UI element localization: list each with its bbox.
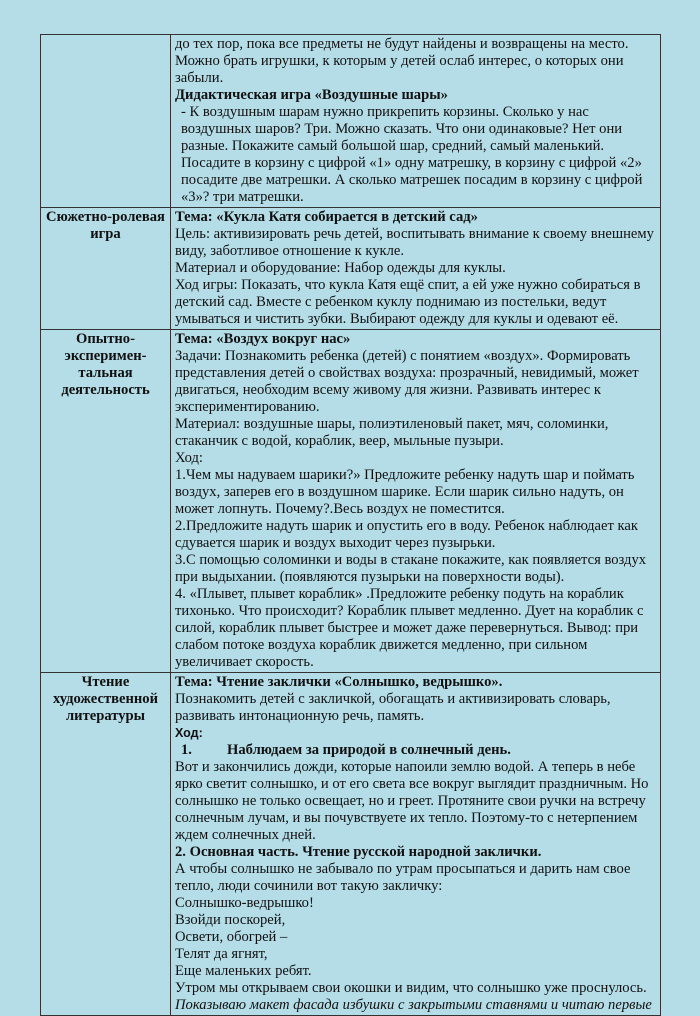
step-heading: 2. Основная часть. Чтение русской народной заклички. xyxy=(175,844,542,860)
game-body: - К воздушным шарам нужно прикрепить корзины. Сколько у нас воздушных шаров? Три. Можно сказать. Что они одинаковые? Нет они разные. Покажите самый большой шар, средний, самый маленький. Посадите в корзину с цифрой «1» одну матрешку, в корзину с цифрой «2» посадите две матрешки. А сколько матрешек посадим в корзину с цифрой «3»? три матрешки. xyxy=(181,104,643,205)
paragraph: Утром мы открываем свои окошки и видим, что солнышко уже проснулось. xyxy=(175,980,647,996)
row-label-empty xyxy=(41,35,171,208)
activity-plan-table xyxy=(40,34,661,1016)
poem-line: Взойди поскорей, xyxy=(175,912,286,928)
italic-note: Показываю макет фасада избушки с закрытыми ставнями и читаю первые xyxy=(175,997,652,1013)
paragraph: 1.Чем мы надуваем шарики?» Предложите ребенку надуть шар и поймать воздух, заперев его в воздушном шарике. Если шарик сильно надуть, он может лопнуть. Почему?.Весь воздух не поместится. xyxy=(175,467,635,517)
table-row xyxy=(41,35,661,208)
poem-line: Солнышко-ведрышко! xyxy=(175,895,314,911)
paragraph: Вот и закончились дожди, которые напоили землю водой. А теперь в небе ярко светит солнышко, и от его света все вокруг выглядит праздничным. Но солнышко не только освещает, но и греет. Протяните свои ручки на встречу солнечным лучам, и вы почувствуете их тепло. Поэтому-то с нетерпением ждем солнечных дней. xyxy=(175,759,649,843)
paragraph: 4. «Плывет, плывет кораблик» .Предложите ребенку подуть на кораблик тихонько. Что происходит? Кораблик плывет медленно. Дует на кораблик с силой, кораблик плывет быстрее и может даже перевернуться. Вывод: при слабом потоке воздуха кораблик движется медленно, при сильном увеличивает скорость. xyxy=(175,586,644,670)
poem-line: Телят да ягнят, xyxy=(175,946,268,962)
paragraph: Ход игры: Показать, что кукла Катя ещё спит, а ей уже нужно собираться в детский сад. Вместе с ребенком куклу поднимаю из постельки, ведут умываться и чистить зубки. Выбирают одежду для куклы и одевают её. xyxy=(175,277,641,327)
paragraph: Материал: воздушные шары, полиэтиленовый пакет, мяч, соломинки, стаканчик с водой, кораблик, веер, мыльные пузыри. xyxy=(175,416,609,449)
paragraph: А чтобы солнышко не забывало по утрам просыпаться и дарить нам свое тепло, люди сочинили вот такую закличку: xyxy=(175,861,631,894)
topic-heading: Тема: Чтение заклички «Солнышко, ведрышко». xyxy=(175,674,503,690)
paragraph: 2.Предложите надуть шарик и опустить его в воду. Ребенок наблюдает как сдувается шарик и воздух выходит через пузырьки. xyxy=(175,518,638,551)
row-label-experimental: Опытно-эксперимен-тальная деятельность xyxy=(41,330,171,673)
step-heading xyxy=(175,742,656,759)
paragraph: Познакомить детей с закличкой, обогащать и активизировать словарь, развивать интонационную речь, память. xyxy=(175,691,611,724)
row-content xyxy=(171,330,661,673)
row-content xyxy=(171,673,661,1016)
paragraph: Цель: активизировать речь детей, воспитывать внимание к своему внешнему виду, заботливое отношение к кукле. xyxy=(175,226,654,259)
document-page xyxy=(40,34,660,1016)
paragraph: Ход: xyxy=(175,450,203,466)
table-row xyxy=(41,208,661,330)
paragraph: 3.С помощью соломинки и воды в стакане покажите, как появляется воздух при выдыхании. (появляются пузырьки на поверхности воды). xyxy=(175,552,647,585)
table-row xyxy=(41,330,661,673)
hod-label: Ход: xyxy=(175,726,203,740)
topic-heading: Тема: «Воздух вокруг нас» xyxy=(175,331,351,347)
paragraph: Задачи: Познакомить ребенка (детей) с понятием «воздух». Формировать представления детей о свойствах воздуха: прозрачный, невидимый, может двигаться, необходим всему живому для жизни. Развивать интерес к экспериментированию. xyxy=(175,348,639,415)
topic-heading: Тема: «Кукла Катя собирается в детский сад» xyxy=(175,209,478,225)
paragraph: Материал и оборудование: Набор одежды для куклы. xyxy=(175,260,506,276)
text-line: до тех пор, пока все предметы не будут найдены и возвращены на место. xyxy=(175,36,629,52)
poem-line: Еще маленьких ребят. xyxy=(175,963,312,979)
text-line: Можно брать игрушки, к которым у детей ослаб интерес, о которых они забыли. xyxy=(175,53,624,86)
row-content xyxy=(171,208,661,330)
row-label-reading: Чтение художественной литературы xyxy=(41,673,171,1016)
step-title: Наблюдаем за природой в солнечный день. xyxy=(227,742,511,758)
step-number: 1. xyxy=(181,742,192,758)
table-row xyxy=(41,673,661,1016)
poem-line: Освети, обогрей – xyxy=(175,929,288,945)
game-heading: Дидактическая игра «Воздушные шары» xyxy=(175,87,448,103)
row-label-role-play: Сюжетно-ролевая игра xyxy=(41,208,171,330)
row-content xyxy=(171,35,661,208)
